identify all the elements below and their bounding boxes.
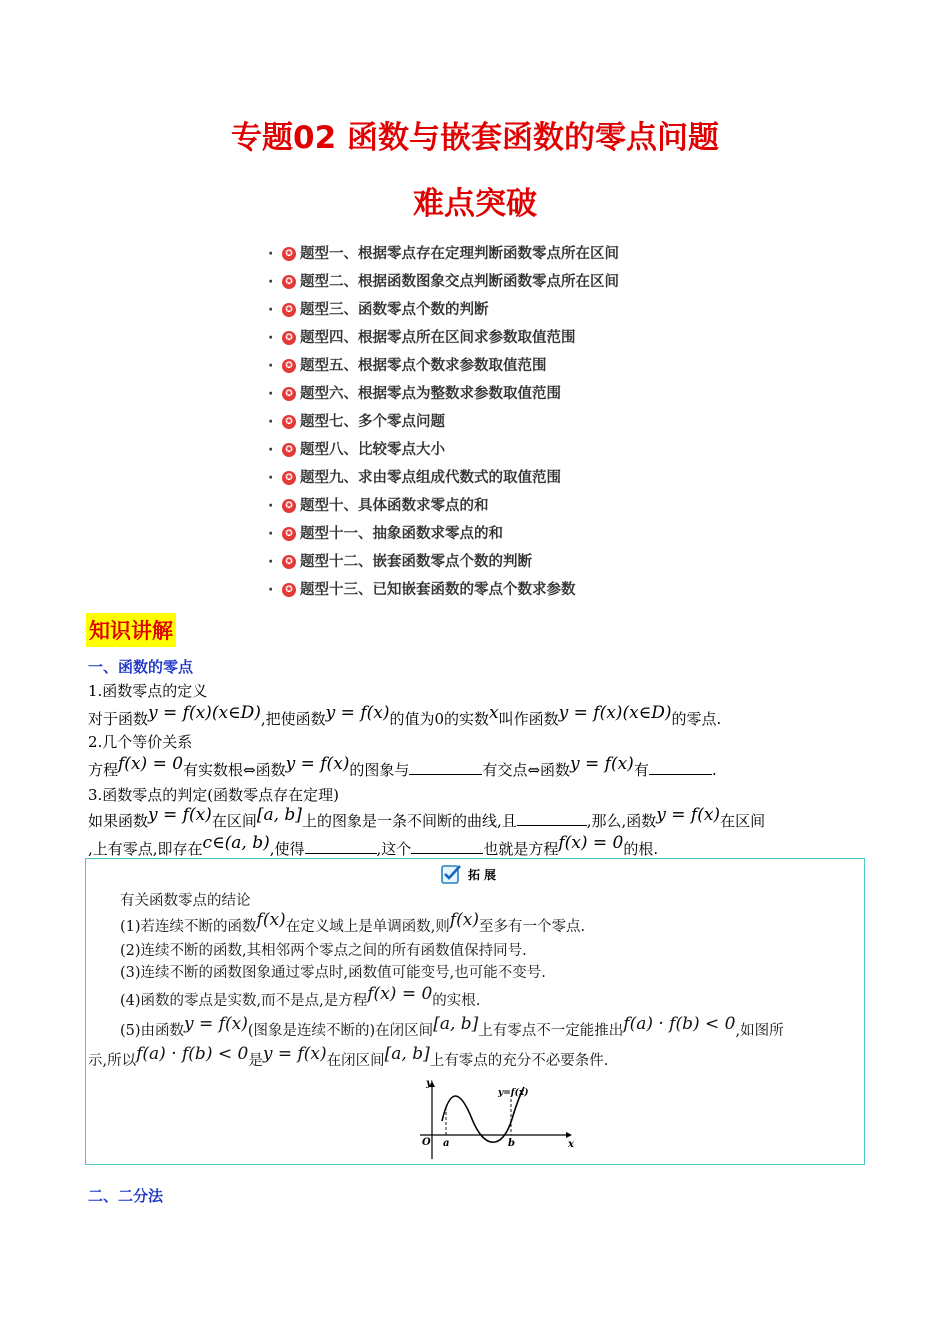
fill-blank: [411, 839, 483, 854]
math-formula: y = f(x): [184, 1014, 248, 1034]
topic-label: 题型九、求由零点组成代数式的取值范围: [300, 470, 561, 486]
topic-item: [268, 548, 688, 576]
existence-paragraph-1: 如果函数y = f(x)在区间[a, b]上的图象是一条不间断的曲线,且 ,那么,函数y = f(x)在区间: [88, 805, 766, 830]
topic-item: [268, 352, 688, 380]
bullet-icon: ·: [268, 414, 274, 430]
a-label: a: [443, 1138, 450, 1149]
definition-paragraph: 对于函数y = f(x)(x∈D),把使函数y = f(x)的值为0的实数x叫作函数y = f(x)(x∈D)的零点.: [88, 703, 722, 728]
topic-label: 题型七、多个零点问题: [300, 414, 445, 430]
existence-title: 3.函数零点的判定(函数零点存在定理): [88, 786, 340, 804]
origin-label: O: [422, 1137, 431, 1148]
topic-label: 题型五、根据零点个数求参数取值范围: [300, 358, 547, 374]
math-formula: f(a) · f(b) < 0: [136, 1044, 249, 1064]
math-formula: [a, b]: [384, 1044, 430, 1064]
star-badge-icon: ✪: [282, 471, 296, 485]
fill-blank: [649, 760, 712, 775]
conclusion-5-continued: 示,所以f(a) · f(b) < 0是y = f(x)在闭区间[a, b]上有零点的充分不必要条件.: [88, 1044, 609, 1069]
math-formula: [a, b]: [256, 805, 302, 825]
existence-paragraph-2: ,上有零点,即存在c∈(a, b),使得 ,这个 也就是方程f(x) = 0的根.: [88, 833, 659, 858]
topic-item: [268, 296, 688, 324]
star-badge-icon: ✪: [282, 555, 296, 569]
conclusion-4: (4)函数的零点是实数,而不是点,是方程f(x) = 0的实根.: [120, 984, 481, 1009]
x-label: x: [568, 1139, 574, 1150]
star-badge-icon: ✪: [282, 275, 296, 289]
topic-item: [268, 520, 688, 548]
topic-label: 题型四、根据零点所在区间求参数取值范围: [300, 330, 576, 346]
bullet-icon: ·: [268, 330, 274, 346]
bullet-icon: ·: [268, 470, 274, 486]
star-badge-icon: ✪: [282, 331, 296, 345]
math-formula: f(x): [256, 910, 286, 930]
topic-item: [268, 436, 688, 464]
knowledge-heading: 知识讲解: [86, 613, 176, 647]
math-formula: y = f(x): [570, 754, 634, 774]
star-badge-icon: ✪: [282, 583, 296, 597]
star-badge-icon: ✪: [282, 387, 296, 401]
math-formula: y = f(x)(x∈D): [558, 703, 672, 723]
topic-item: [268, 268, 688, 296]
bullet-icon: ·: [268, 246, 274, 262]
math-formula: y = f(x): [325, 703, 390, 723]
conclusion-2: (2)连续不断的函数,其相邻两个零点之间的所有函数值保持同号.: [120, 943, 527, 959]
function-graph: [416, 1079, 576, 1161]
curve-label: y=f(x): [498, 1088, 529, 1098]
bullet-icon: ·: [268, 554, 274, 570]
section-bisection-heading: 二、二分法: [88, 1187, 164, 1205]
math-formula: y = f(x): [285, 754, 350, 774]
topic-label: 题型三、函数零点个数的判断: [300, 302, 489, 318]
math-formula: y = f(x): [148, 805, 212, 825]
page-title: 专题02 函数与嵌套函数的零点问题: [231, 120, 719, 156]
bullet-icon: ·: [268, 358, 274, 374]
conclusion-1: (1)若连续不断的函数f(x)在定义域上是单调函数,则f(x)至多有一个零点.: [120, 910, 586, 935]
definition-title: 1.函数零点的定义: [88, 682, 208, 700]
topic-item: [268, 240, 688, 268]
topic-label: 题型一、根据零点存在定理判断函数零点所在区间: [300, 246, 619, 262]
topic-label: 题型十二、嵌套函数零点个数的判断: [300, 554, 532, 570]
math-formula: f(x) = 0: [118, 754, 184, 774]
math-formula: f(x): [449, 910, 479, 930]
bullet-icon: ·: [268, 442, 274, 458]
math-formula: f(x) = 0: [558, 833, 624, 853]
star-badge-icon: ✪: [282, 527, 296, 541]
math-formula: y = f(x): [262, 1044, 327, 1064]
star-badge-icon: ✪: [282, 359, 296, 373]
fill-blank: [517, 811, 587, 826]
star-badge-icon: ✪: [282, 247, 296, 261]
math-formula: x: [489, 703, 499, 723]
x-axis-arrow: [566, 1132, 572, 1138]
equivalence-title: 2.几个等价关系: [88, 733, 193, 751]
math-formula: f(x) = 0: [367, 984, 433, 1004]
topic-item: [268, 380, 688, 408]
y-label: y: [426, 1079, 432, 1089]
topic-item: [268, 408, 688, 436]
topic-item: [268, 576, 688, 604]
topic-label: 题型十、具体函数求零点的和: [300, 498, 489, 514]
bullet-icon: ·: [268, 498, 274, 514]
star-badge-icon: ✪: [282, 303, 296, 317]
conclusion-3: (3)连续不断的函数图象通过零点时,函数值可能变号,也可能不变号.: [120, 965, 546, 981]
extension-badge: 拓展: [440, 861, 510, 887]
section-zero-heading: 一、函数的零点: [88, 658, 194, 676]
star-badge-icon: ✪: [282, 499, 296, 513]
bullet-icon: ·: [268, 526, 274, 542]
conclusion-5: (5)由函数y = f(x)(图象是连续不断的)在闭区间[a, b]上有零点不一定能推出f(a) · f(b) < 0,如图所: [120, 1014, 784, 1039]
bullet-icon: ·: [268, 274, 274, 290]
topic-label: 题型十三、已知嵌套函数的零点个数求参数: [300, 582, 576, 598]
topic-item: [268, 492, 688, 520]
fill-blank: [409, 760, 482, 775]
fill-blank: [305, 839, 377, 854]
math-formula: y = f(x): [656, 805, 721, 825]
topic-item: [268, 464, 688, 492]
topic-label: 题型二、根据函数图象交点判断函数零点所在区间: [300, 274, 619, 290]
topic-label: 题型六、根据零点为整数求参数取值范围: [300, 386, 561, 402]
b-label: b: [508, 1138, 515, 1149]
checklist-icon: [440, 863, 462, 885]
star-badge-icon: ✪: [282, 443, 296, 457]
box-title: 有关函数零点的结论: [120, 893, 251, 909]
extension-box: [85, 858, 865, 1165]
star-badge-icon: ✪: [282, 415, 296, 429]
math-formula: [a, b]: [433, 1014, 479, 1034]
topic-label: 题型十一、抽象函数求零点的和: [300, 526, 503, 542]
math-formula: c∈(a, b): [202, 833, 270, 853]
math-formula: y = f(x)(x∈D): [148, 703, 261, 723]
bullet-icon: ·: [268, 582, 274, 598]
math-formula: f(a) · f(b) < 0: [623, 1014, 736, 1034]
page-subtitle: 难点突破: [413, 186, 537, 222]
topic-list: [268, 240, 688, 604]
bullet-icon: ·: [268, 386, 274, 402]
topic-item: [268, 324, 688, 352]
bullet-icon: ·: [268, 302, 274, 318]
equivalence-paragraph: 方程f(x) = 0有实数根⇔函数y = f(x)的图象与 有交点⇔函数y = f(x)有 .: [88, 754, 717, 779]
topic-label: 题型八、比较零点大小: [300, 442, 445, 458]
